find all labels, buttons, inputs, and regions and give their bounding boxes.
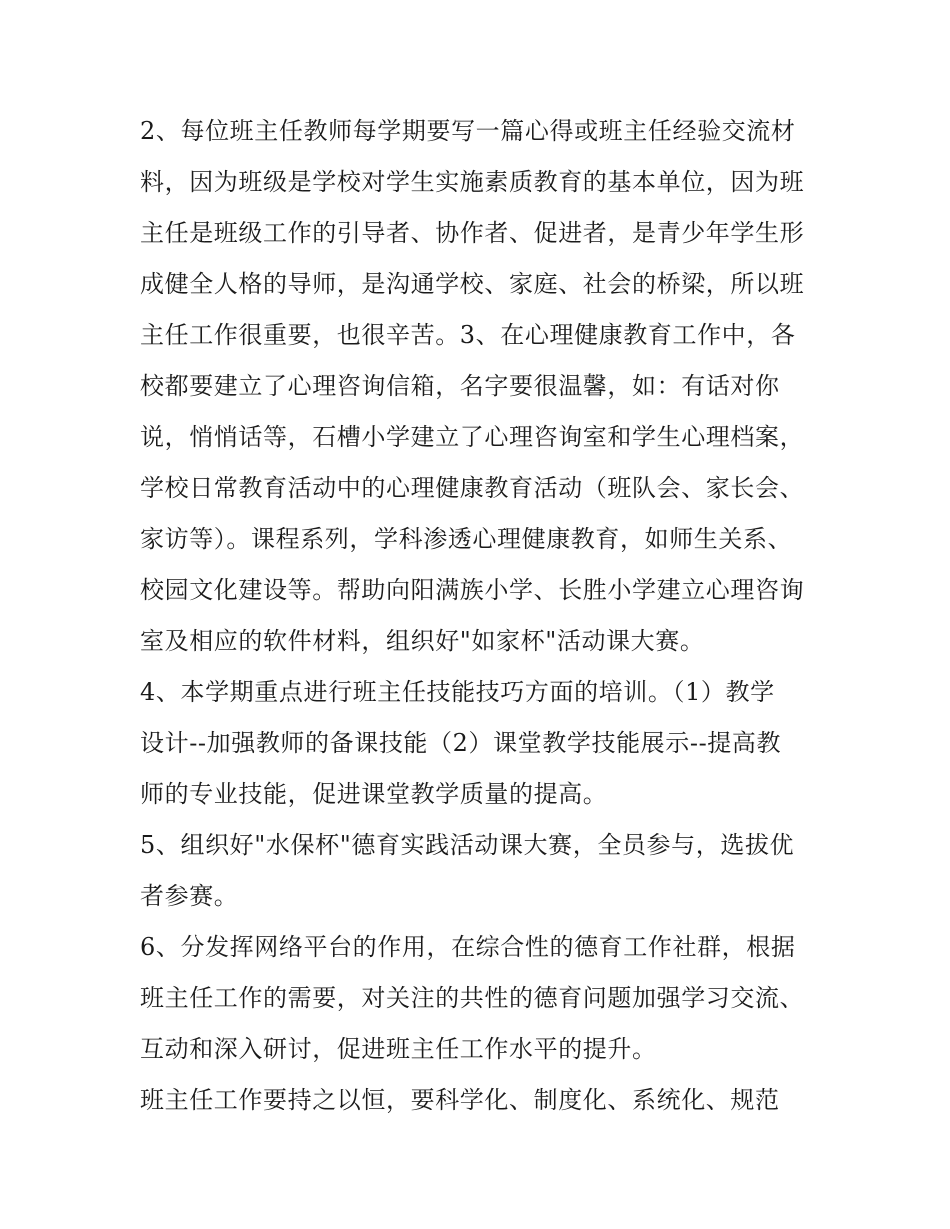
text-line: 4、本学期重点进行班主任技能技巧方面的培训。（1）教学 [140, 678, 775, 706]
text-line: 主任工作很重要，也很辛苦。3、在心理健康教育工作中，各 [140, 321, 796, 349]
text-line: 室及相应的软件材料，组织好"如家杯"活动课大赛。 [140, 627, 705, 655]
text-line: 设计--加强教师的备课技能（2）课堂教学技能展示--提高教 [140, 729, 782, 757]
text-line: 成健全人格的导师，是沟通学校、家庭、社会的桥梁，所以班 [140, 270, 805, 298]
text-line: 家访等）。课程系列，学科渗透心理健康教育，如师生关系、 [140, 525, 793, 553]
text-line: 师的专业技能，促进课堂教学质量的提高。 [140, 780, 608, 808]
text-line: 5、组织好"水保杯"德育实践活动课大赛，全员参与，选拔优 [140, 831, 795, 859]
document-body-text [140, 106, 840, 1126]
text-line: 班主任工作要持之以恒，要科学化、制度化、系统化、规范 [140, 1086, 780, 1114]
text-line: 料，因为班级是学校对学生实施素质教育的基本单位，因为班 [140, 168, 805, 196]
text-line: 6、分发挥网络平台的作用，在综合性的德育工作社群，根据 [140, 933, 796, 961]
text-line: 2、每位班主任教师每学期要写一篇心得或班主任经验交流材 [140, 117, 796, 145]
text-line: 校都要建立了心理咨询信箱，名字要很温馨，如：有话对你 [140, 372, 780, 400]
text-line: 学校日常教育活动中的心理健康教育活动（班队会、家长会、 [140, 474, 805, 502]
text-line: 互动和深入研讨，促进班主任工作水平的提升。 [140, 1035, 657, 1063]
text-line: 校园文化建设等。帮助向阳满族小学、长胜小学建立心理咨询 [140, 576, 805, 604]
text-line: 主任是班级工作的引导者、协作者、促进者，是青少年学生形 [140, 219, 805, 247]
text-line: 班主任工作的需要，对关注的共性的德育问题加强学习交流、 [140, 984, 805, 1012]
text-line: 者参赛。 [140, 882, 239, 910]
text-line: 说，悄悄话等，石槽小学建立了心理咨询室和学生心理档案， [140, 423, 805, 451]
